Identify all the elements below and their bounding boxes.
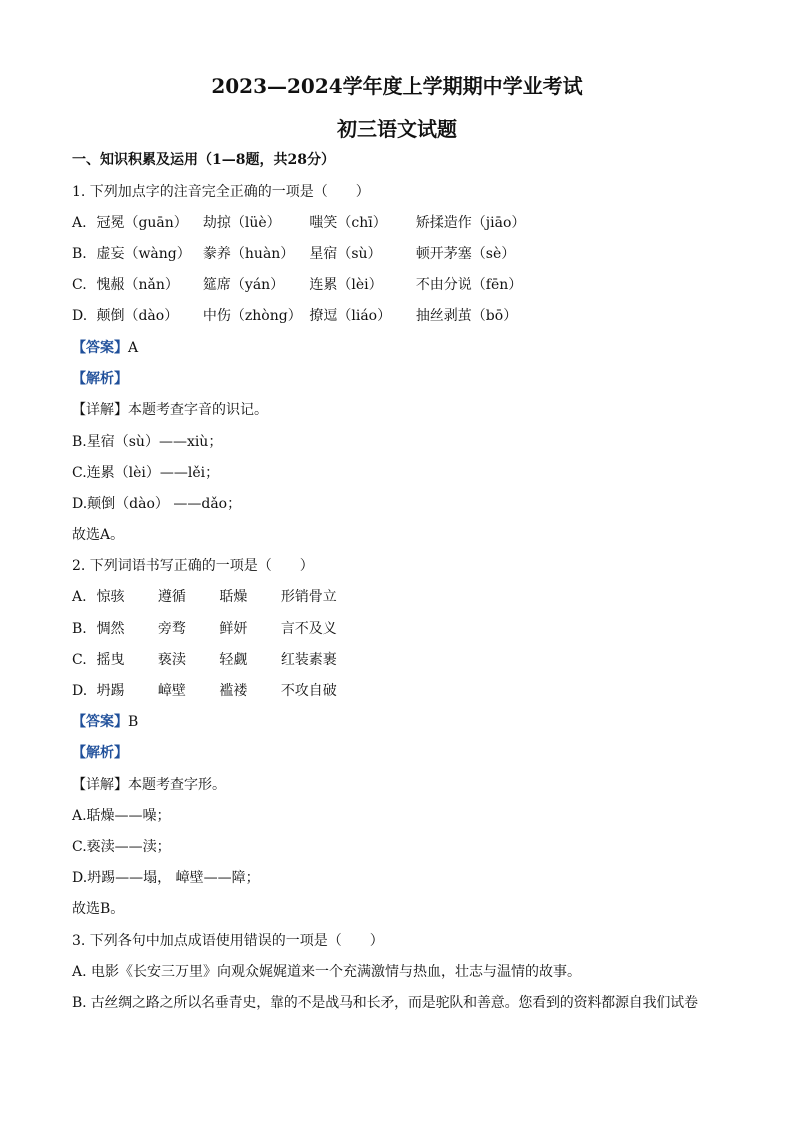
option-item: 红装素裹 xyxy=(280,652,337,668)
detail-tag: 【详解】 xyxy=(72,777,128,793)
option-letter: B. xyxy=(72,246,87,262)
q1-explain-b: B.星宿（sù）——xiù； xyxy=(72,434,223,450)
q2-stem: 2. 下列词语书写正确的一项是（ ） xyxy=(72,558,314,574)
exam-subtitle: 初三语文试题 xyxy=(337,117,457,141)
q2-explain-d: D.坍踢——塌， 嶂壁——障； xyxy=(72,870,260,886)
q1-option-a xyxy=(72,213,525,233)
option-letter: B. xyxy=(72,621,87,637)
option-item: 轻觑 xyxy=(219,652,248,668)
option-item: 旁骛 xyxy=(157,621,186,637)
q2-explain-a: A.聒燥——噪； xyxy=(72,808,171,824)
q1-answer xyxy=(72,338,138,358)
option-item: 撩逗（liáo） xyxy=(309,308,392,324)
q2-explain-c: C.亵渎——渎； xyxy=(72,839,171,855)
q1-conclusion: 故选A。 xyxy=(72,527,125,543)
detail-text: 本题考查字音的识记。 xyxy=(128,402,268,418)
q1-detail xyxy=(72,400,268,420)
q2-analysis-tag: 【解析】 xyxy=(72,745,128,761)
q3-stem: 3. 下列各句中加点成语使用错误的一项是（ ） xyxy=(72,933,384,949)
option-item: 矫揉造作（jiāo） xyxy=(415,215,526,231)
option-item: 嗤笑（chī） xyxy=(309,215,387,231)
answer-tag: 【答案】 xyxy=(72,714,128,730)
option-item: 中伤（zhòng） xyxy=(202,308,302,324)
option-item: 星宿（sù） xyxy=(309,246,382,262)
option-letter: D. xyxy=(72,683,88,699)
q1-stem: 1. 下列加点字的注音完全正确的一项是（ ） xyxy=(72,184,370,200)
q2-option-b xyxy=(72,619,337,639)
option-item: 坍踢 xyxy=(96,683,125,699)
option-item: 鲜妍 xyxy=(219,621,248,637)
detail-tag: 【详解】 xyxy=(72,402,128,418)
option-item: 连累（lèi） xyxy=(309,277,383,293)
q2-option-a xyxy=(72,587,337,607)
q3-option-b: B. 古丝绸之路之所以名垂青史，靠的不是战马和长矛，而是驼队和善意。您看到的资料都源自我们试卷 xyxy=(72,995,698,1011)
option-item: 颠倒（dào） xyxy=(96,308,179,324)
answer-value: B xyxy=(128,714,139,730)
option-item: 冠冕（guān） xyxy=(96,215,188,231)
option-letter: A. xyxy=(72,589,87,605)
q1-explain-c: C.连累（lèi）——lěi； xyxy=(72,465,220,481)
q2-option-c xyxy=(72,650,337,670)
option-letter: C. xyxy=(72,652,87,668)
option-item: 惊骇 xyxy=(96,589,125,605)
option-letter: A. xyxy=(72,215,87,231)
q1-option-c xyxy=(72,275,522,295)
option-item: 不攻自破 xyxy=(280,683,337,699)
option-item: 言不及义 xyxy=(280,621,337,637)
section-heading: 一、知识积累及运用（1—8题，共28分） xyxy=(72,152,335,168)
option-item: 抽丝剥茧（bō） xyxy=(415,308,518,324)
q1-explain-d: D.颠倒（dào） ——dǎo； xyxy=(72,496,242,512)
answer-value: A xyxy=(128,340,139,356)
option-letter: C. xyxy=(72,277,87,293)
option-item: 遵循 xyxy=(157,589,186,605)
option-item: 愧赧（nǎn） xyxy=(96,277,179,293)
option-item: 不由分说（fēn） xyxy=(415,277,523,293)
option-item: 惆然 xyxy=(96,621,125,637)
answer-tag: 【答案】 xyxy=(72,340,128,356)
q2-conclusion: 故选B。 xyxy=(72,901,125,917)
q1-analysis-tag: 【解析】 xyxy=(72,371,128,387)
option-item: 嶂壁 xyxy=(157,683,186,699)
option-item: 顿开茅塞（sè） xyxy=(415,246,516,262)
q2-answer xyxy=(72,712,138,732)
option-letter: D. xyxy=(72,308,88,324)
option-item: 亵渎 xyxy=(157,652,186,668)
option-item: 摇曳 xyxy=(96,652,125,668)
option-item: 劫掠（lüè） xyxy=(202,215,281,231)
q2-detail xyxy=(72,775,226,795)
option-item: 形销骨立 xyxy=(280,589,337,605)
option-item: 筵席（yán） xyxy=(202,277,285,293)
q3-option-a: A. 电影《长安三万里》向观众娓娓道来一个充满激情与热血，壮志与温情的故事。 xyxy=(72,964,582,980)
option-item: 虚妄（wàng） xyxy=(96,246,191,262)
detail-text: 本题考查字形。 xyxy=(128,777,226,793)
option-item: 褴褛 xyxy=(219,683,248,699)
q2-option-d xyxy=(72,681,337,701)
q1-option-b xyxy=(72,244,515,264)
exam-title: 2023—2024学年度上学期期中学业考试 xyxy=(211,74,583,98)
option-item: 聒燥 xyxy=(219,589,248,605)
option-item: 豢养（huàn） xyxy=(202,246,295,262)
q1-option-d xyxy=(72,306,517,326)
